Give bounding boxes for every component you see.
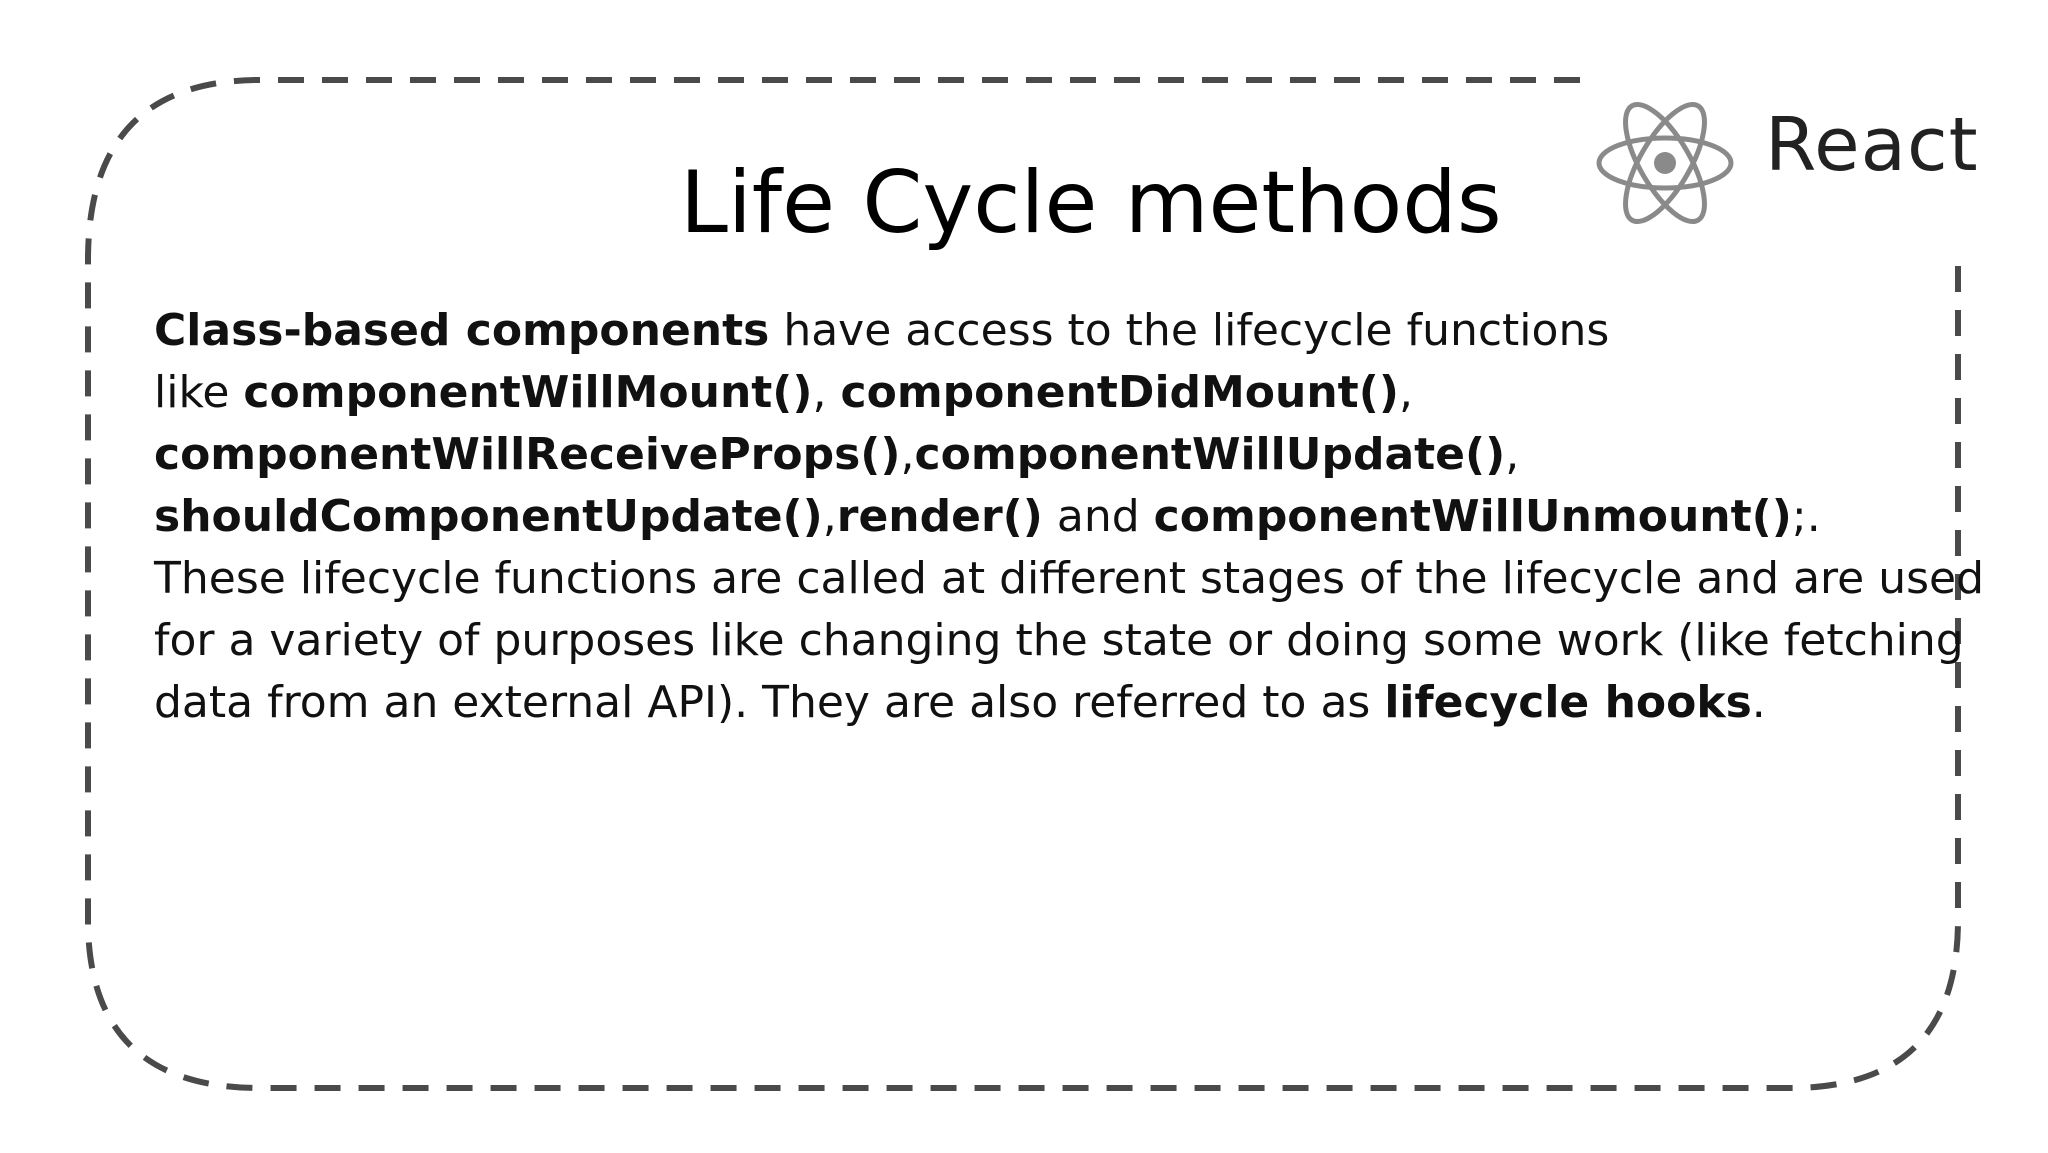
- react-wordmark: React: [1765, 102, 1979, 188]
- term-class-based-components: Class-based components: [154, 305, 770, 356]
- method-component-will-receive-props: componentWillReceiveProps(): [154, 429, 901, 480]
- term-lifecycle-hooks: lifecycle hooks: [1384, 677, 1752, 728]
- react-logo: [1590, 88, 1990, 238]
- method-render: render(): [836, 491, 1043, 542]
- body-line-1: Class-based components have access to the lifecycle functions: [154, 305, 1610, 356]
- body-line-4: shouldComponentUpdate(),render() and componentWillUnmount();.: [154, 491, 1821, 542]
- body-line-2: like componentWillMount(), componentDidMount(),: [154, 367, 1413, 418]
- body-line-3: componentWillReceiveProps(),componentWillUpdate(),: [154, 429, 1520, 480]
- method-component-will-unmount: componentWillUnmount(): [1153, 491, 1792, 542]
- method-should-component-update: shouldComponentUpdate(): [154, 491, 823, 542]
- react-atom-icon: [1590, 88, 1740, 238]
- method-component-will-mount: componentWillMount(): [243, 367, 813, 418]
- slide-title: Life Cycle methods: [680, 153, 1502, 253]
- body-line-5: These lifecycle functions are called at different stages of the lifecycle and are used: [154, 553, 1985, 604]
- method-component-will-update: componentWillUpdate(): [914, 429, 1506, 480]
- body-line-6: for a variety of purposes like changing the state or doing some work (like fetching: [154, 615, 1964, 666]
- body-line-7: data from an external API). They are also referred to as lifecycle hooks.: [154, 677, 1766, 728]
- slide-body: [154, 300, 1985, 734]
- method-component-did-mount: componentDidMount(): [840, 367, 1399, 418]
